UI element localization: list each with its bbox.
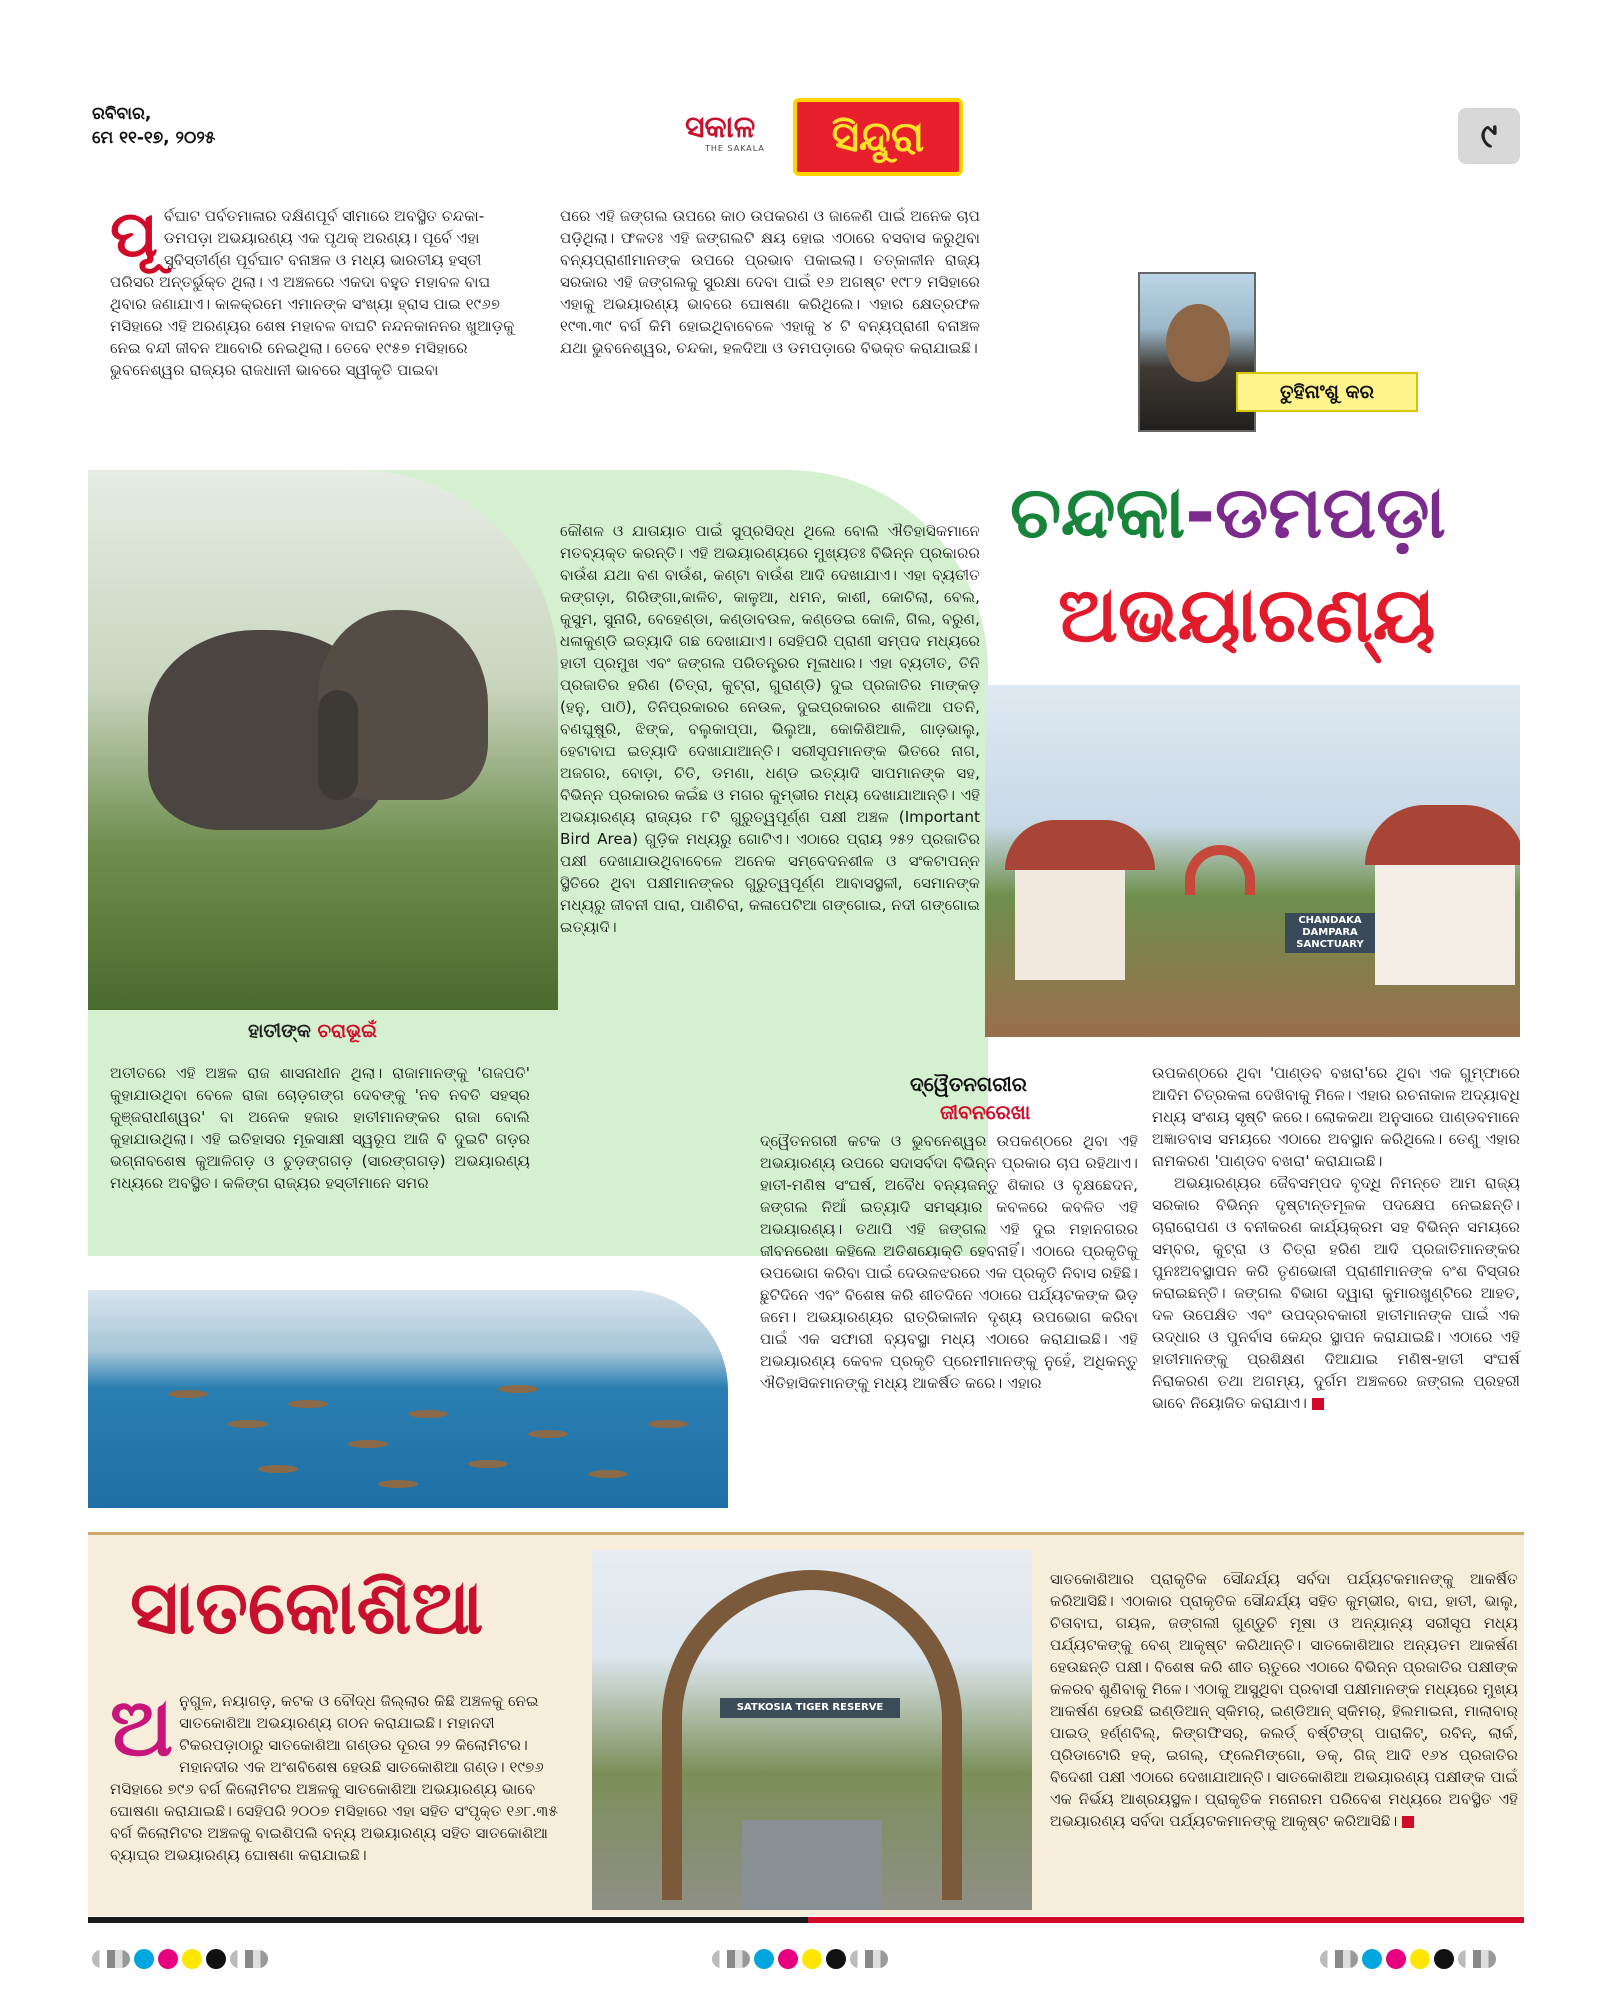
main-title-line2: ଅଭୟାରଣ୍ୟ xyxy=(1058,570,1436,659)
satkosia-right-para: ସାତକୋଶିଆର ପ୍ରାକୃତିକ ସୌନ୍ଦର୍ଯ୍ୟ ସର୍ବଦା ପର୍ଯ୍ୟଟକମାନଙ୍କୁ ଆକର୍ଷିତ କରିଆସିଛି। ଏଠାକାର ପ୍ରାକୃତିକ ସୌନ୍ଦର୍ଯ୍ୟ ସହିତ କୁମ୍ଭୀର, ବାଘ, ହାତୀ, ଭାଲୁ, ଚିତାବାଘ, ଗୟଳ, ଜଙ୍ଗଲୀ ଗୁଣ୍ଡୁଚି ମୂଷା ଓ ଅନ୍ୟାନ୍ୟ ସରୀସୃପ ମଧ୍ୟ ପର୍ଯ୍ୟଟକଙ୍କୁ ବେଶ୍ ଆକୃଷ୍ଟ କରିଥାନ୍ତି। ସାତକୋଶିଆର ଅନ୍ୟତମ ଆକର୍ଷଣ ହେଉଛନ୍ତି ପକ୍ଷୀ। ବିଶେଷ କରି ଶୀତ ଋତୁରେ ଏଠାରେ ବିଭିନ୍ନ ପ୍ରଜାତିର ପକ୍ଷୀଙ୍କ କଳରବ ଶୁଣିବାକୁ ମିଳେ। ଏଠାକୁ ଆସୁଥିବା ପ୍ରବାସୀ ପକ୍ଷୀମାନଙ୍କ ମଧ୍ୟରେ ମୁଖ୍ୟ ଆକର୍ଷଣ ହେଉଛି ଇଣ୍ଡିଆନ୍ ସ୍କିମର୍, ଇଣ୍ଡିଆନ୍ ସ୍କିମର୍, ହିଲମାଇନା, ମାଲାବାର୍ ପାଇଡ୍ ହର୍ଣ୍ଣବିଲ୍, କିଙ୍ଗଫିସର୍, କଲର୍ଡ୍ ବର୍ଷ୍ଟିଙ୍ଗ୍ ପାରାକିଟ୍, ରବିନ୍, ଲାର୍କ, ପ୍ରିଡାଟୋରି ହକ୍, ଇଗଲ୍, ଫ୍ଲେମିଙ୍ଗୋ, ଡକ୍, ଗିଜ୍ ଆଦି ୧୬୪ ପ୍ରଜାତିର ବିଦେଶୀ ପକ୍ଷୀ ଏଠାରେ ଦେଖାଯାଆନ୍ତି। ସାତକୋଶିଆ ଅଭୟାରଣ୍ୟ ପକ୍ଷୀଙ୍କ ପାଇଁ ଏକ ନିର୍ଭୟ ଆଶ୍ରୟସ୍ଥଳ। ପ୍ରାକୃତିକ ମନୋରମ ପରିବେଶ ମଧ୍ୟରେ ଅବସ୍ଥିତ ଏହି ଅଭୟାରଣ୍ୟ ସର୍ବଦା ପର୍ଯ୍ୟଟକମାନଙ୍କୁ ଆକୃଷ୍ଟ କରିଆସିଛି। xyxy=(1050,1570,1518,1830)
dropcap: ପୂ xyxy=(110,198,158,272)
main-title-dash: - xyxy=(1185,470,1215,554)
lifeline-head-2: ଜୀବନରେଖା xyxy=(940,1100,1031,1124)
elephant-subhead xyxy=(248,1020,377,1042)
yellow-dot xyxy=(182,1949,202,1969)
magenta-dot xyxy=(1386,1949,1406,1969)
article-col-2: ପରେ ଏହି ଜଙ୍ଗଲ ଉପରେ କାଠ ଉପକରଣ ଓ ଜାଳେଣି ପାଇଁ ଅନେକ ଚାପ ପଡ଼ିଥିଲା। ଫଳତଃ ଏହି ଜଙ୍ଗଲଟି କ୍ଷୟ ହୋଇ ଏଠାରେ ବସବାସ କରୁଥିବା ବନ୍ୟପ୍ରାଣୀମାନଙ୍କ ଉପରେ ପ୍ରଭାବ ପକାଇଲା। ତତ୍କାଳୀନ ରାଜ୍ୟ ସରକାର ଏହି ଜଙ୍ଗଲକୁ ସୁରକ୍ଷା ଦେବା ପାଇଁ ୧୬ ଅଗଷ୍ଟ ୧୯୮୨ ମସିହାରେ ଏହାକୁ ଅଭୟାରଣ୍ୟ ଭାବରେ ଘୋଷଣା କରିଥିଲେ। ଏହାର କ୍ଷେତ୍ରଫଳ ୧୯୩.୩୯ ବର୍ଗ କିମି ହୋଇଥିବାବେଳେ ଏହାକୁ ୪ ଟି ବନ୍ୟପ୍ରାଣୀ ବନାଞ୍ଚଳ ଯଥା ଭୁବନେଶ୍ୱର, ଚନ୍ଦକା, ହଳଦିଆ ଓ ଡମପଡ଼ାରେ ବିଭକ୍ତ କରାଯାଇଛି। xyxy=(560,207,980,357)
bird xyxy=(468,1460,508,1468)
main-title-part2: ଡମପଡ଼ା xyxy=(1215,470,1446,554)
magenta-dot xyxy=(158,1949,178,1969)
road xyxy=(742,1820,882,1910)
article-col-1 xyxy=(110,198,530,381)
article-intro: ର୍ବଘାଟ ପର୍ବତମାଳାର ଦକ୍ଷିଣପୂର୍ବ ସୀମାରେ ଅବସ୍ଥିତ ଚନ୍ଦକା-ଡମପଡ଼ା ଅଭୟାରଣ୍ୟ ଏକ ପୃଥକ୍ ଅରଣ୍ୟ। ପୂର୍ବେ ଏହା ସୁବିସ୍ତୀର୍ଣ୍ଣ ପୂର୍ବଘାଟ ବନାଞ୍ଚଳ ଓ ମଧ୍ୟ ଭାରତୀୟ ହସ୍ତୀ ପରିସର ଅନ୍ତର୍ଭୁକ୍ତ ଥିଲା। ଏ ଅଞ୍ଚଳରେ ଏକଦା ବହୁତ ମହାବଳ ବାଘ ଥିବାର ଜଣାଯାଏ। କାଳକ୍ରମେ ଏମାନଙ୍କ ସଂଖ୍ୟା ହ୍ରାସ ପାଇ ୧୯୬୭ ମସିହାରେ ଏହି ଅରଣ୍ୟର ଶେଷ ମହାବଳ ବାଘଟି ନନ୍ଦନକାନନର ଖୁଆଡ଼କୁ ନେଇ ବନ୍ଦୀ ଜୀବନ ଆବୋରି ନେଇଥିଲା। ତେବେ ୧୯୫୭ ମସିହାରେ ଭୁବନେଶ୍ୱର ରାଜ୍ୟର ରାଜଧାନୀ ଭାବରେ ସ୍ୱୀକୃତି ପାଇବା xyxy=(110,207,515,379)
bird xyxy=(528,1430,568,1438)
bird xyxy=(498,1385,538,1393)
bird xyxy=(348,1440,388,1448)
lifeline-head-1: ଦ୍ୱୈତନଗରୀର xyxy=(910,1072,1027,1096)
bird xyxy=(228,1420,268,1428)
gate-arch xyxy=(1185,845,1255,895)
main-title-line1 xyxy=(1010,470,1446,556)
yellow-dot xyxy=(1410,1949,1430,1969)
gate-building-left xyxy=(1015,870,1125,980)
registration-marks-center xyxy=(712,1948,888,1970)
gray-bar xyxy=(850,1950,888,1968)
elephant-photo xyxy=(88,470,558,1010)
registration-marks-left xyxy=(92,1948,268,1970)
magenta-dot xyxy=(778,1949,798,1969)
author-name: ତୁହିନାଂଶୁ କର xyxy=(1236,372,1418,412)
gate-roof-right xyxy=(1365,805,1520,865)
conservation-text: ଅଭୟାରଣ୍ୟର ଜୈବସମ୍ପଦ ବୃଦ୍ଧି ନିମନ୍ତେ ଆମ ରାଜ୍ୟ ସରକାର ବିଭିନ୍ନ ଦୃଷ୍ଟାନ୍ତମୂଳକ ପଦକ୍ଷେପ ନେଇଛନ୍ତି। ଚାରାରୋପଣ ଓ ବନୀକରଣ କାର୍ଯ୍ୟକ୍ରମ ସହ ବିଭିନ୍ନ ସମୟରେ ସମ୍ବର, କୁଟ୍ରା ଓ ଚିତ୍ରା ହରିଣ ଆଦି ପ୍ରଜାତିମାନଙ୍କର ପୁନଃଅବସ୍ଥାପନ କରି ତୃଣଭୋଜୀ ପ୍ରାଣୀମାନଙ୍କ ବଂଶ ବିସ୍ତାର କରାଇଛନ୍ତି। ଜଙ୍ଗଲ ବିଭାଗ ଦ୍ୱାରା କୁମାରଖୁଣ୍ଟିରେ ଆହତ, ଦଳ ଉପେକ୍ଷିତ ଏବଂ ଉପଦ୍ରବକାରୀ ହାତୀମାନଙ୍କ ପାଇଁ ଏକ ଉଦ୍ଧାର ଓ ପୁନର୍ବାସ କେନ୍ଦ୍ର ସ୍ଥାପନ କରାଯାଇଛି। ଏଠାରେ ଏହି ହାତୀମାନଙ୍କୁ ପ୍ରଶିକ୍ଷଣ ଦିଆଯାଇ ମଣିଷ-ହାତୀ ସଂଘର୍ଷ ନିରାକରଣ ତଥା ଅଗମ୍ୟ, ଦୁର୍ଗମ ଅଞ୍ଚଳରେ ଜଙ୍ଗଲ ପ୍ରହରୀ ଭାବେ ନିୟୋଜିତ କରାଯାଏ। xyxy=(1152,1174,1520,1412)
footer-rule-right xyxy=(808,1917,1524,1923)
gray-bar xyxy=(1458,1950,1496,1968)
page-number: ୯ xyxy=(1458,108,1520,164)
registration-marks-right xyxy=(1320,1948,1496,1970)
lifeline-para: ଦ୍ୱୈତନଗରୀ କଟକ ଓ ଭୁବନେଶ୍ୱର ଉପକଣ୍ଠରେ ଥିବା ଏହି ଅଭୟାରଣ୍ୟ ଉପରେ ସଦାସର୍ବଦା ବିଭିନ୍ନ ପ୍ରକାର ଚାପ ରହିଥାଏ। ହାତୀ-ମଣିଷ ସଂଘର୍ଷ, ଅବୈଧ ବନ୍ୟଜନ୍ତୁ ଶିକାର ଓ ବୃକ୍ଷଛେଦନ, ଜଙ୍ଗଲ ନିଆଁ ଇତ୍ୟାଦି ସମସ୍ୟାର କବଳରେ କବଳିତ ଏହି ଅଭୟାରଣ୍ୟ। ତଥାପି ଏହି ଜଙ୍ଗଲ ଏହି ଦୁଇ ମହାନଗରର ଜୀବନରେଖା କହିଲେ ଅତିଶୟୋକ୍ତି ହେବନାହିଁ। ଏଠାରେ ପ୍ରକୃତିକୁ ଉପଭୋଗ କରିବା ପାଇଁ ଦେଉଳଝରରେ ଏକ ପ୍ରକୃତି ନିବାସ ରହିଛି। ଛୁଟିଦିନେ ଏବଂ ବିଶେଷ କରି ଶୀତଦିନେ ଏଠାରେ ପର୍ଯ୍ୟଟକଙ୍କ ଭିଡ଼ ଜମେ। ଅଭୟାରଣ୍ୟର ରାତ୍ରିକାଳୀନ ଦୃଶ୍ୟ ଉପଭୋଗ କରିବା ପାଇଁ ଏକ ସଫାରୀ ବ୍ୟବସ୍ଥା ମଧ୍ୟ ଏଠାରେ କରାଯାଇଛି। ଏହି ଅଭୟାରଣ୍ୟ କେବଳ ପ୍ରକୃତି ପ୍ରେମୀମାନଙ୍କୁ ନୁହେଁ, ଅଧିକନ୍ତୁ ଐତିହାସିକମାନଙ୍କୁ ମଧ୍ୟ ଆକର୍ଷିତ କରେ। ଏହାର xyxy=(760,1132,1138,1392)
elephant-trunk xyxy=(318,690,358,800)
satkosia-right-col xyxy=(1050,1568,1518,1832)
gate-sign: CHANDAKA DAMPARA SANCTUARY xyxy=(1285,913,1375,953)
gate-roof-left xyxy=(1005,820,1155,870)
sanctuary-gate-photo xyxy=(985,685,1520,1037)
bird xyxy=(588,1470,628,1478)
satkosia-left-para: ନୁଗୁଳ, ନୟାଗଡ଼, କଟକ ଓ ବୌଦ୍ଧ ଜିଲ୍ଲାର କିଛି ଅଞ୍ଚଳକୁ ନେଇ ସାତକୋଶିଆ ଅଭୟାରଣ୍ୟ ଗଠନ କରାଯାଇଛି। ମହାନଦୀ ଟିକରପଡ଼ାଠାରୁ ସାତକୋଶିଆ ଗଣ୍ଡର ଦୂରତା ୨୨ କିଲୋମିଟର। ମହାନଦୀର ଏକ ଅଂଶବିଶେଷ ହେଉଛି ସାତକୋଶିଆ ଗଣ୍ଡ। ୧୯୭୬ ମସିହାରେ ୭୯୬ ବର୍ଗ କିଲୋମିଟର ଅଞ୍ଚଳକୁ ସାତକୋଶିଆ ଅଭୟାରଣ୍ୟ ଭାବେ ଘୋଷଣା କରାଯାଇଛି। ସେହିପରି ୨୦୦୭ ମସିହାରେ ଏହା ସହିତ ସଂପୃକ୍ତ ୧୬୮.୩୫ ବର୍ଗ କିଲୋମିଟର ଅଞ୍ଚଳକୁ ବାଇଶିପଲି ବନ୍ୟ ଅଭୟାରଣ୍ୟ ସହିତ ସାତକୋଶିଆ ବ୍ୟାଘ୍ର ଅଭୟାରଣ୍ୟ ଘୋଷଣା କରାଯାଇଛି। xyxy=(110,1692,558,1864)
bird xyxy=(168,1390,208,1398)
logo-brand: ସକାଳ xyxy=(685,110,756,145)
black-dot xyxy=(826,1949,846,1969)
end-mark xyxy=(1312,1398,1324,1410)
bird xyxy=(258,1465,298,1473)
cyan-dot xyxy=(1362,1949,1382,1969)
main-title-part1: ଚନ୍ଦକା xyxy=(1010,470,1186,554)
bird xyxy=(378,1480,418,1488)
birds-photo xyxy=(88,1290,728,1508)
bird xyxy=(648,1420,688,1428)
bird xyxy=(408,1410,448,1418)
pandava-para xyxy=(1152,1062,1520,1414)
satkosia-dropcap: ଅ xyxy=(110,1681,174,1774)
yellow-dot xyxy=(802,1949,822,1969)
end-mark xyxy=(1402,1816,1414,1828)
logo-sub: THE SAKALA xyxy=(705,144,765,153)
elephant-subhead-2: ଚରାଭୂଇଁ xyxy=(317,1020,377,1042)
green-col-text: କୌଶଳ ଓ ଯାତାୟାତ ପାଇଁ ସୁପ୍ରସିଦ୍ଧ ଥିଲେ ବୋଲି ଐତିହାସିକମାନେ ମତବ୍ୟକ୍ତ କରନ୍ତି। ଏହି ଅଭୟାରଣ୍ୟରେ ମୁଖ୍ୟତଃ ବିଭିନ୍ନ ପ୍ରକାରର ବାଉଁଶ ଯଥା ବଣ ବାଉଁଶ, କଣ୍ଟା ବାଉଁଶ ଆଦି ଦେଖାଯାଏ। ଏହା ବ୍ୟତୀତ କଙ୍ଗଡ଼ା, ଗିରିଙ୍ଗା,କାଳିଚ, କାଳୁଆ, ଧମନ, କାଶୀ, କୋଚିଲା, ବେଲ, କୁସୁମ, ସୁନାରି, ବେହେଣ୍ଡା, କଣ୍ଡାବଉଳ, କଣ୍ଡେଇ କୋଳି, ଗିଲ, ବରୁଣ, ଧଳାକୁଣ୍ଡି ଇତ୍ୟାଦି ଗଛ ଦେଖାଯାଏ। ସେହିପରି ପ୍ରାଣୀ ସମ୍ପଦ ମଧ୍ୟରେ ହାତୀ ପ୍ରମୁଖ ଏବଂ ଜଙ୍ଗଲ ପରିତନ୍ତ୍ରର ମୂଳାଧାର। ଏହା ବ୍ୟତୀତ, ତିନି ପ୍ରଜାତିର ହରିଣ (ଚିତ୍ରା, କୁଟ୍ରା, ଗୁରାଣ୍ଡି) ଦୁଇ ପ୍ରଜାତିର ମାଙ୍କଡ଼ (ହନୁ, ପାଠି), ତିନିପ୍ରକାରର ନେଉଳ, ଦୁଇପ୍ରକାରର ଶାଳିଆ ପତନି, ବଣଘୁଷୁରି, ଝିଙ୍କ, ବଲୁକାପ୍ପା, ଭିଲୁଆ, କୋକିଶିଆଳି, ଗାଡ଼ଭାଲୁ, ହେଟାବାଘ ଇତ୍ୟାଦି ଦେଖାଯାଆନ୍ତି। ସରୀସୃପମାନଙ୍କ ଭିତରେ ନାଗ, ଅଜଗର, ବୋଡ଼ା, ଚିତି, ଡମଣା, ଧଣ୍ଡ ଇତ୍ୟାଦି ସାପମାନଙ୍କ ସହ, ବିଭିନ୍ନ ପ୍ରକାରର କଇଁଛ ଓ ମଗର କୁମ୍ଭୀର ମଧ୍ୟ ଦେଖାଯାଆନ୍ତି। ଏହି ଅଭୟାରଣ୍ୟ ରାଜ୍ୟର ୮ଟି ଗୁରୁତ୍ୱପୂର୍ଣ୍ଣ ପକ୍ଷୀ ଅଞ୍ଚଳ (Important Bird Area) ଗୁଡ଼ିକ ମଧ୍ୟରୁ ଗୋଟିଏ। ଏଠାରେ ପ୍ରାୟ ୨୫୨ ପ୍ରଜାତିର ପକ୍ଷୀ ଦେଖାଯାଉଥିବାବେଳେ ଅନେକ ସମ୍ବେଦନଶୀଳ ଓ ସଂକଟାପନ୍ନ ସ୍ଥିତିରେ ଥିବା ପକ୍ଷୀମାନଙ୍କର ଗୁରୁତ୍ୱପୂର୍ଣ୍ଣ ଆବାସସ୍ଥଳୀ, ସେମାନଙ୍କ ମଧ୍ୟରୁ ଜୀବନୀ ପାରା, ପାଣିଚିରା, କଳାପେଟିଆ ଗଙ୍ଗୋଇ, ନଦୀ ଗଙ୍ଗୋଇ ଇତ୍ୟାଦି। xyxy=(560,522,980,936)
footer-rule-left xyxy=(88,1917,808,1923)
masthead-logo xyxy=(685,98,965,182)
gray-bar xyxy=(230,1950,268,1968)
cyan-dot xyxy=(134,1949,154,1969)
elephant-para: ଅତୀତରେ ଏହି ଅଞ୍ଚଳ ରାଜ ଶାସନାଧୀନ ଥିଲା। ରାଜାମାନଙ୍କୁ 'ଗଜପତି' କୁହାଯାଉଥିବା ବେଳେ ରାଜା ଚୋଡ଼ଗଙ୍ଗ ଦେବଙ୍କୁ 'ନବ ନବତି ସହସ୍ର କୁଞ୍ଜରାଧୀଶ୍ୱର' ବା ଅନେକ ହଜାର ହାତୀମାନଙ୍କର ରାଜା ବୋଲି କୁହାଯାଉଥିଲା। ଏହି ଇତିହାସର ମୂକସାକ୍ଷୀ ସ୍ୱରୂପ ଆଜି ବି ଦୁଇଟି ଗଡ଼ର ଭଗ୍ନାବଶେଷ କୁଆଳିଗଡ଼ ଓ ଚୁଡ଼ଙ୍ଗଗଡ଼ (ସାରଙ୍ଗଗଡ଼) ଅଭୟାରଣ୍ୟ ମଧ୍ୟରେ ଅବସ୍ଥିତ। କଳିଙ୍ଗ ରାଜ୍ୟର ହସ୍ତୀମାନେ ସମର xyxy=(110,1064,530,1192)
issue-date xyxy=(92,102,215,150)
cyan-dot xyxy=(754,1949,774,1969)
pandava-text: ଉପକଣ୍ଠରେ ଥିବା 'ପାଣ୍ଡବ ବଖରା'ରେ ଥିବା ଏକ ଗୁମ୍ଫାରେ ଆଦିମ ଚିତ୍ରକଳା ଦେଖିବାକୁ ମିଳେ। ଏହାର ରଚନାକାଳ ଅଦ୍ୟାବଧି ମଧ୍ୟ ସଂଶୟ ସୃଷ୍ଟି କରେ। ଲୋକକଥା ଅନୁସାରେ ପାଣ୍ଡବମାନେ ଅଜ୍ଞାତବାସ ସମୟରେ ଏଠାରେ ଅବସ୍ଥାନ କରିଥିଲେ। ତେଣୁ ଏହାର ନାମକରଣ 'ପାଣ୍ଡବ ବଖରା' କରାଯାଇଛି। xyxy=(1152,1064,1520,1170)
logo-supplement: ସିନ୍ଦୁରା xyxy=(793,98,963,176)
satkosia-title: ସାତକୋଶିଆ xyxy=(130,1565,484,1651)
gray-bar xyxy=(92,1950,130,1968)
elephant-subhead-1: ହାତୀଙ୍କ xyxy=(248,1020,318,1042)
gate-building-right xyxy=(1375,865,1515,985)
gray-bar xyxy=(1320,1950,1358,1968)
issue-date-range: ମେ ୧୧-୧୭, ୨୦୨୫ xyxy=(92,128,216,148)
black-dot xyxy=(206,1949,226,1969)
black-dot xyxy=(1434,1949,1454,1969)
satkosia-gate-photo xyxy=(592,1550,1032,1910)
gray-bar xyxy=(712,1950,750,1968)
tiger-reserve-sign: SATKOSIA TIGER RESERVE xyxy=(720,1698,900,1718)
satkosia-left-col xyxy=(110,1681,572,1866)
issue-day: ରବିବାର, xyxy=(92,104,152,124)
author-face xyxy=(1166,304,1230,382)
bird xyxy=(288,1400,328,1408)
